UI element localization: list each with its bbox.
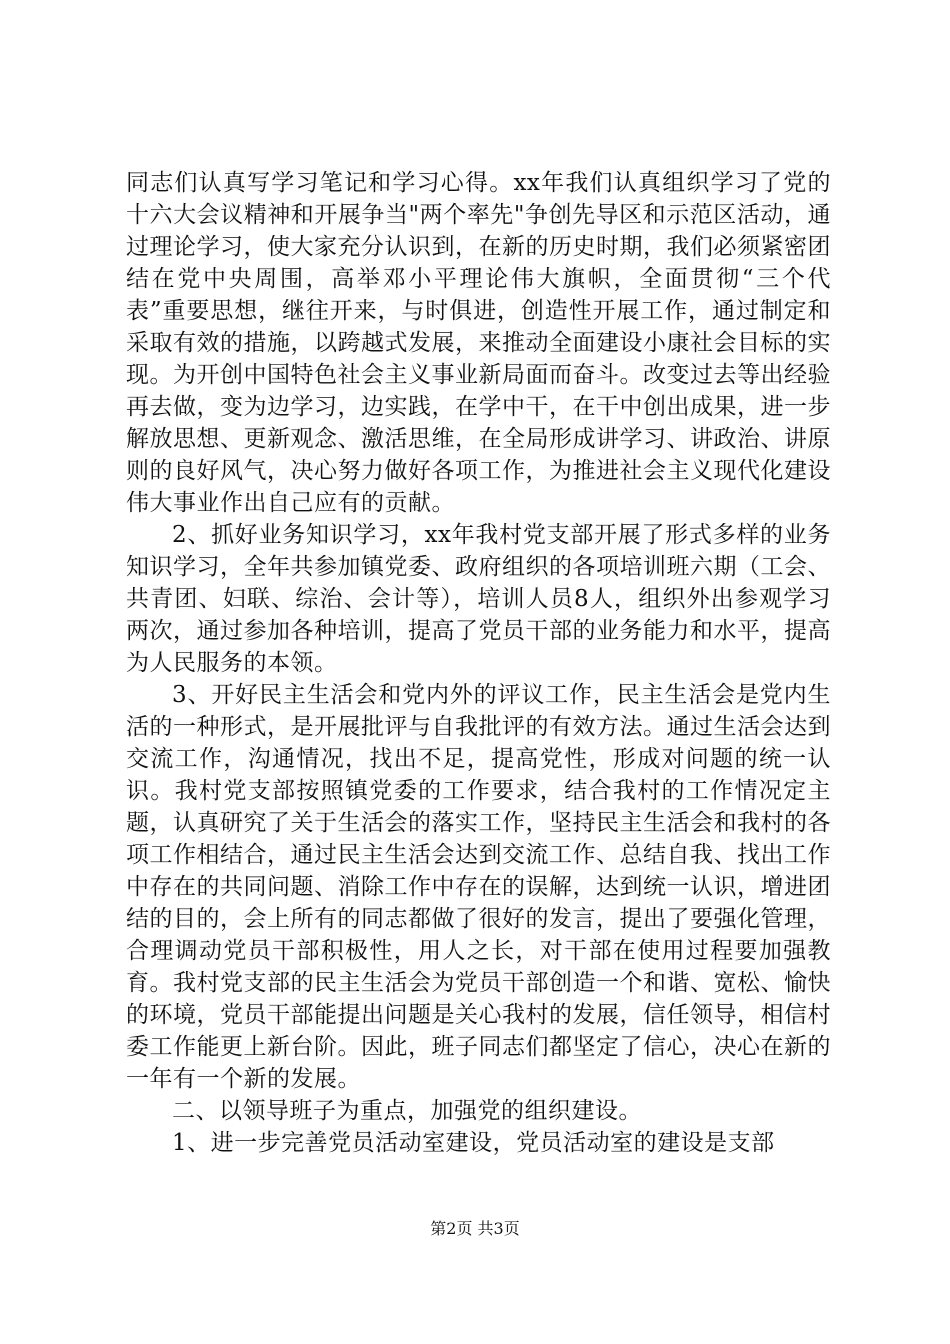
- page-number-footer: 第2页 共3页: [430, 1219, 520, 1238]
- paragraph-activity-room: 1、进一步完善党员活动室建设，党员活动室的建设是支部: [172, 1130, 775, 1156]
- paragraph-democratic-life-meeting: 3、开好民主生活会和党内外的评议工作，民主生活会是党内生活的一种形式，是开展批评与自我批评的有效方法。通过生活会达到交流工作，沟通情况，找出不足，提高党性，形成对问题的统一认识。我村党支部按照镇党委的工作要求，结合我村的工作情况定主题，认真研究了关于生活会的落实工作，坚持民主生活会和我村的各项工作相结合，通过民主生活会达到交流工作、总结自我、找出工作中存在的共同问题、消除工作中存在的误解，达到统一认识，增进团结的目的，会上所有的同志都做了很好的发言，提出了要强化管理，合理调动党员干部积极性，用人之长，对干部在使用过程要加强教育。我村党支部的民主生活会为党员干部创造一个和谐、宽松、愉快的环境，党员干部能提出问题是关心我村的发展，信任领导，相信村委工作能更上新台阶。因此，班子同志们都坚定了信心，决心在新的一年有一个新的发展。: [126, 682, 831, 1092]
- document-body: [126, 167, 831, 1159]
- section-heading-organization: 二、以领导班子为重点，加强党的组织建设。: [172, 1098, 642, 1124]
- paragraph-study-notes: 同志们认真写学习笔记和学习心得。xx年我们认真组织学习了党的十六大会议精神和开展争当"两个率先"争创先导区和示范区活动，通过理论学习，使大家充分认识到，在新的历史时期，我们必须紧密团结在党中央周围，高举邓小平理论伟大旗帜，全面贯彻“三个代表”重要思想，继往开来，与时俱进，创造性开展工作，通过制定和采取有效的措施，以跨越式发展，来推动全面建设小康社会目标的实现。为开创中国特色社会主义事业新局面而奋斗。改变过去等出经验再去做，变为边学习，边实践，在学中干，在干中创出成果，进一步解放思想、更新观念、激活思维，在全局形成讲学习、讲政治、讲原则的良好风气，决心努力做好各项工作，为推进社会主义现代化建设伟大事业作出自己应有的贡献。: [126, 170, 831, 516]
- paragraph-business-study: 2、抓好业务知识学习，xx年我村党支部开展了形式多样的业务知识学习，全年共参加镇党委、政府组织的各项培训班六期（工会、共青团、妇联、综治、会计等），培训人员8人，组织外出参观学习两次，通过参加各种培训，提高了党员干部的业务能力和水平，提高为人民服务的本领。: [126, 522, 831, 676]
